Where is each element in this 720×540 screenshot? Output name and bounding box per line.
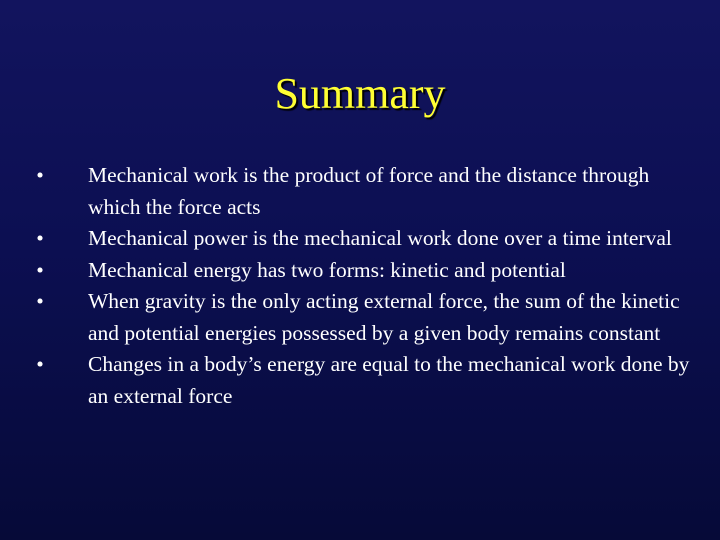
bullet-text: Changes in a body’s energy are equal to the mechanical work done by an external force xyxy=(88,352,690,408)
bullet-item xyxy=(30,255,690,287)
bullet-text: Mechanical energy has two forms: kinetic and potential xyxy=(88,257,566,282)
bullet-item xyxy=(30,223,690,255)
bullet-text: Mechanical work is the product of force and the distance through which the force acts xyxy=(88,163,650,219)
bullet-item xyxy=(30,160,690,223)
slide-title: Summary xyxy=(274,69,446,118)
bullet-item xyxy=(30,286,690,349)
bullet-text: When gravity is the only acting external force, the sum of the kinetic and potential energies possessed by a given body remains constant xyxy=(88,289,680,345)
bullet-icon: • xyxy=(36,163,44,187)
bullet-icon: • xyxy=(36,226,44,250)
bullet-icon: • xyxy=(36,289,44,313)
bullet-icon: • xyxy=(36,352,44,376)
bullet-icon: • xyxy=(36,257,44,282)
bullet-list xyxy=(30,160,690,412)
bullet-item xyxy=(30,349,690,412)
bullet-text: Mechanical power is the mechanical work done over a time interval xyxy=(88,226,672,250)
